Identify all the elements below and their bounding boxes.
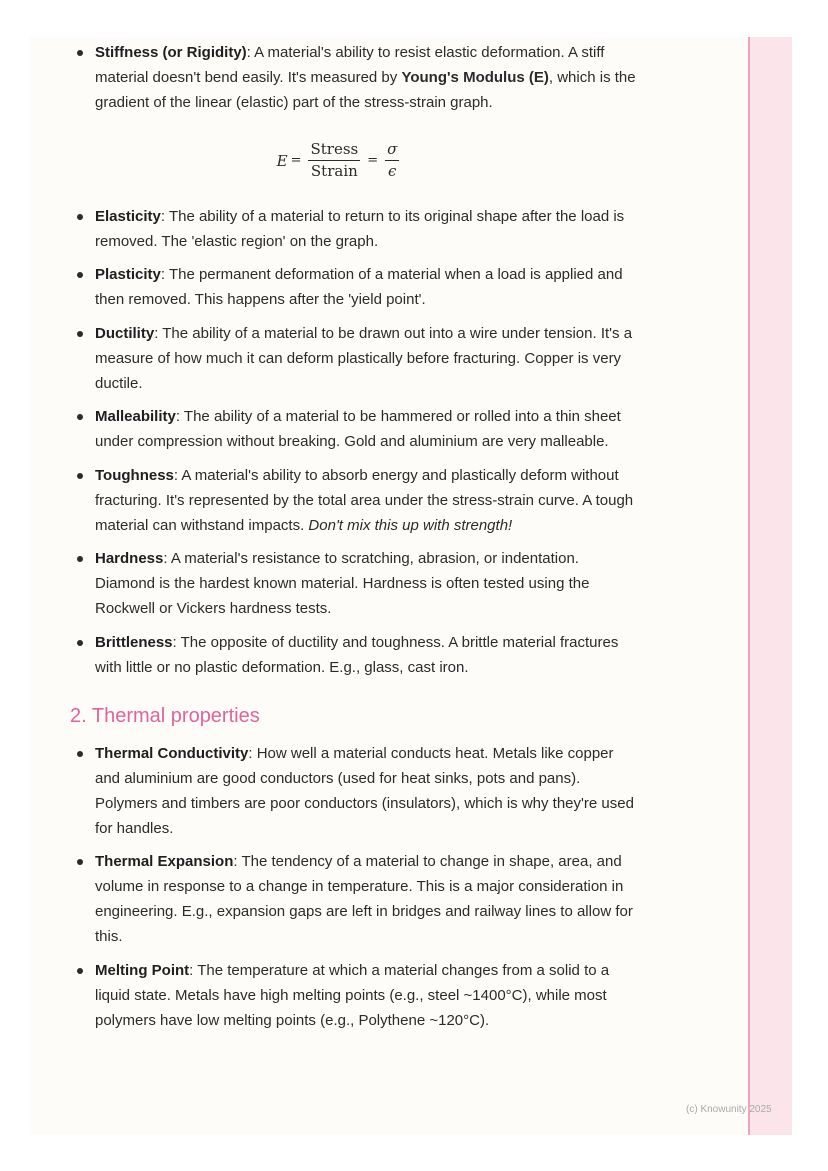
list-item	[70, 630, 640, 680]
list-item	[70, 262, 640, 312]
formula-lhs: E	[276, 151, 288, 170]
term-label: Toughness	[95, 466, 174, 484]
term-label: Malleability	[95, 408, 176, 425]
list-item	[70, 849, 640, 949]
mechanical-properties-list-continued	[70, 204, 640, 680]
definition-text: : The permanent deformation of a material when a load is applied and then removed. This happens after the 'yield point'.	[95, 266, 623, 308]
term-label: Plasticity	[95, 266, 161, 283]
list-item	[70, 741, 640, 841]
definition-text: : A material's ability to resist elastic deformation. A stiff material doesn't bend easily. It's measured by	[95, 44, 605, 86]
thermal-properties-list	[70, 741, 640, 1033]
fraction-denominator: ϵ	[388, 162, 397, 180]
youngs-modulus-formula	[70, 120, 640, 202]
stress-strain-fraction	[308, 140, 360, 181]
margin-line	[748, 37, 750, 1135]
formula-equals: =	[290, 153, 302, 168]
copyright-footer: (c) Knowunity 2025	[686, 1104, 772, 1115]
list-item	[70, 404, 640, 454]
sigma-epsilon-fraction	[385, 140, 399, 181]
term-label: Melting Point	[95, 961, 190, 979]
definition-text: : The opposite of ductility and toughness. A brittle material fractures with little or no plastic deformation. E.g., glass, cast iron.	[95, 633, 619, 676]
document-content	[70, 40, 640, 1041]
list-item	[70, 463, 640, 538]
term-label: Thermal Conductivity	[95, 744, 249, 762]
definition-text: , which is the gradient of the linear (elastic) part of the stress-strain graph.	[95, 69, 636, 111]
definition-text: : A material's resistance to scratching, abrasion, or indentation. Diamond is the hardest known material. Hardness is often tested using the Rockwell or Vickers hardness tests.	[95, 550, 590, 617]
emphasis-text: Young's Modulus (E)	[401, 69, 549, 86]
term-label: Brittleness	[95, 633, 173, 651]
fraction-numerator: Stress	[308, 140, 360, 161]
definition-text: : The tendency of a material to change in shape, area, and volume in response to a change in temperature. This is a major consideration in engineering. E.g., expansion gaps are left in bridges and railway lines to allow for this.	[95, 853, 633, 945]
definition-text: : The temperature at which a material changes from a solid to a liquid state. Metals have high melting points (e.g., steel ~1400°C), while most polymers have low melting points (e.g., Polythene ~120°C).	[95, 961, 610, 1029]
formula-equals: =	[367, 153, 379, 168]
margin-strip	[748, 37, 792, 1135]
definition-text: : The ability of a material to be hammered or rolled into a thin sheet under compression without breaking. Gold and aluminium are very malleable.	[95, 408, 621, 450]
mechanical-properties-list	[70, 40, 640, 115]
term-label: Elasticity	[95, 207, 161, 225]
definition-text: : The ability of a material to be drawn out into a wire under tension. It's a measure of how much it can deform plastically before fracturing. Copper is very ductile.	[95, 324, 633, 392]
list-item	[70, 40, 640, 115]
definition-text: : How well a material conducts heat. Metals like copper and aluminium are good conductors (used for heat sinks, pots and pans). Polymers and timbers are poor conductors (insulators), which is why they're used for handles.	[95, 744, 634, 837]
list-item	[70, 204, 640, 254]
fraction-numerator: σ	[385, 140, 399, 161]
definition-text: : A material's ability to absorb energy and plastically deform without fracturing. It's represented by the total area under the stress-strain curve. A tough material can withstand impacts.	[95, 466, 634, 534]
term-label: Stiffness (or Rigidity)	[95, 44, 247, 61]
list-item	[70, 958, 640, 1033]
term-label: Thermal Expansion	[95, 853, 234, 870]
list-item	[70, 321, 640, 396]
definition-text: : The ability of a material to return to its original shape after the load is removed. The 'elastic region' on the graph.	[95, 207, 625, 250]
italic-note: Don't mix this up with strength!	[308, 516, 513, 534]
section-heading: 2. Thermal properties	[70, 704, 260, 727]
list-item	[70, 546, 640, 621]
fraction-denominator: Strain	[310, 162, 358, 180]
term-label: Ductility	[95, 324, 155, 342]
term-label: Hardness	[95, 550, 164, 567]
